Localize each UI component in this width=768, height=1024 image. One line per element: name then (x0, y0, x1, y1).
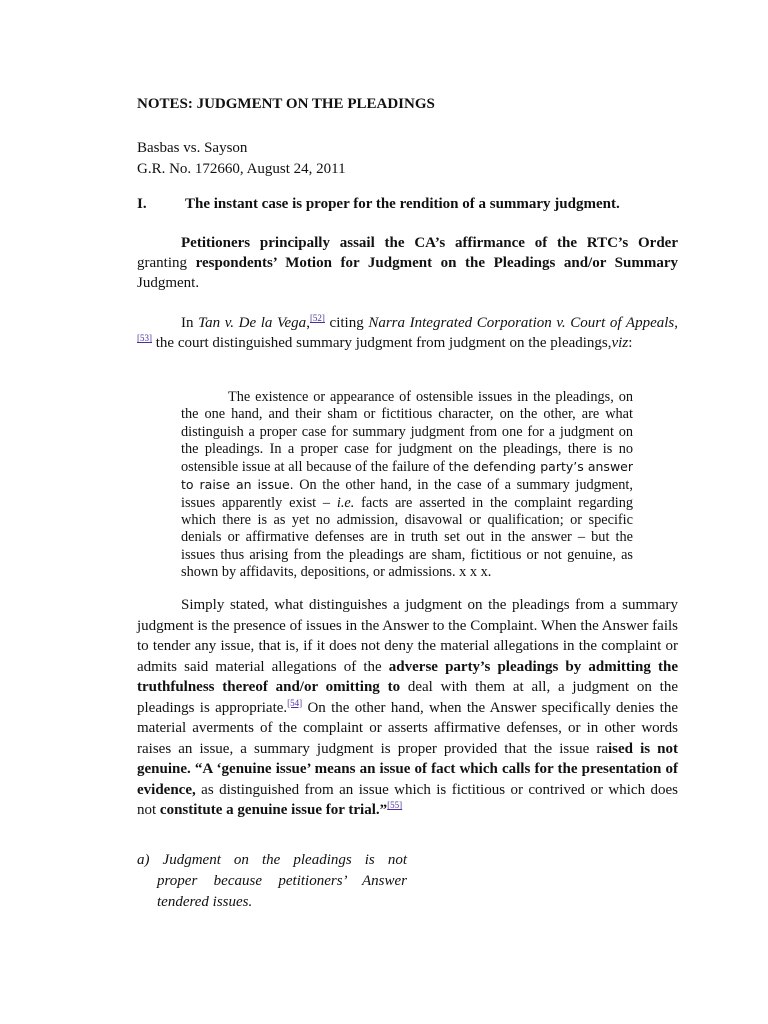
para1-plain: granting (137, 255, 196, 271)
section-heading-text: The instant case is proper for the rendition of a summary judgment. (185, 196, 620, 212)
footnote-link-54[interactable]: [54] (287, 697, 303, 708)
case-name: Basbas vs. Sayson (137, 140, 248, 156)
block-quote: The existence or appearance of ostensible issues in the pleadings, on the one hand, and their sham or fictitious character, on the other, are what distinguish a proper case for summary judgment from one for a judgment on the pleadings. In a proper case for judgment on the pleadings, there is no ostensible issue at all because of the failure of the defending party’s answer to raise an issue. On the other hand, in the case of a summary judgment, issues apparently exist – i.e. facts are asserted in the complaint regarding which there is as yet no admission, disavowal or qualification; or specific denials or affirmative defenses are in truth set out in the answer – but the issues thus arising from the pleadings are sham, fictitious or not genuine, as shown by affidavits, depositions, or admissions. x x x. (181, 389, 634, 580)
case-citation (137, 138, 346, 180)
paragraph-simply-stated: Simply stated, what distinguishes a judgment on the pleadings from a summary judgment is the presence of issues in the Answer to the Complaint. When the Answer fails to tender any issue, that is, if it does not deny the material allegations in the complaint or admits said material allegations of the adverse party’s pleadings by admitting the truthfulness thereof and/or omitting to deal with them at all, a judgment on the pleadings is appropriate.[54] On the other hand, when the Answer specifically denies the material averments of the complaint or asserts affirmative defenses, or in other words raises an issue, a summary judgment is proper provided that the issue raised is not genuine. “A ‘genuine issue’ means an issue of fact which calls for the presentation of evidence, as distinguished from an issue which is fictitious or contrived or which does not constitute a genuine issue for trial.”[55] (137, 597, 678, 818)
subheading-a: a) Judgment on the pleadings is not proper because petitioners’ Answer tendered issues. (137, 852, 407, 910)
document-title: NOTES: JUDGMENT ON THE PLEADINGS (137, 96, 435, 112)
footnote-link-53[interactable]: [53] (137, 333, 152, 343)
paragraph-petitioners (137, 233, 678, 293)
footnote-link-52[interactable]: [52] (309, 313, 325, 323)
paragraph-tan-v-de-la-vega: In Tan v. De la Vega,[52] citing Narra Integrated Corporation v. Court of Appeals,[53] the court distinguished summary judgment from judgment on the pleadings,viz: (137, 313, 679, 351)
case-tan-v-de-la-vega: Tan v. De la Vega (198, 315, 307, 331)
para1-end: Judgment. (137, 275, 200, 291)
section-number: I. (137, 196, 147, 212)
footnote-link-55[interactable]: [55] (387, 800, 403, 810)
para1-bold-motion: respondents’ Motion for Judgment on the Pleadings and/or Summary (195, 255, 678, 271)
case-number: G.R. No. 172660, August 24, 2011 (137, 161, 346, 177)
section-heading (137, 194, 677, 214)
case-narra: Narra Integrated Corporation v. Court of Appeals (368, 315, 675, 331)
para1-bold-line: Petitioners principally assail the CA’s affirmance of the RTC’s Order (181, 235, 678, 251)
